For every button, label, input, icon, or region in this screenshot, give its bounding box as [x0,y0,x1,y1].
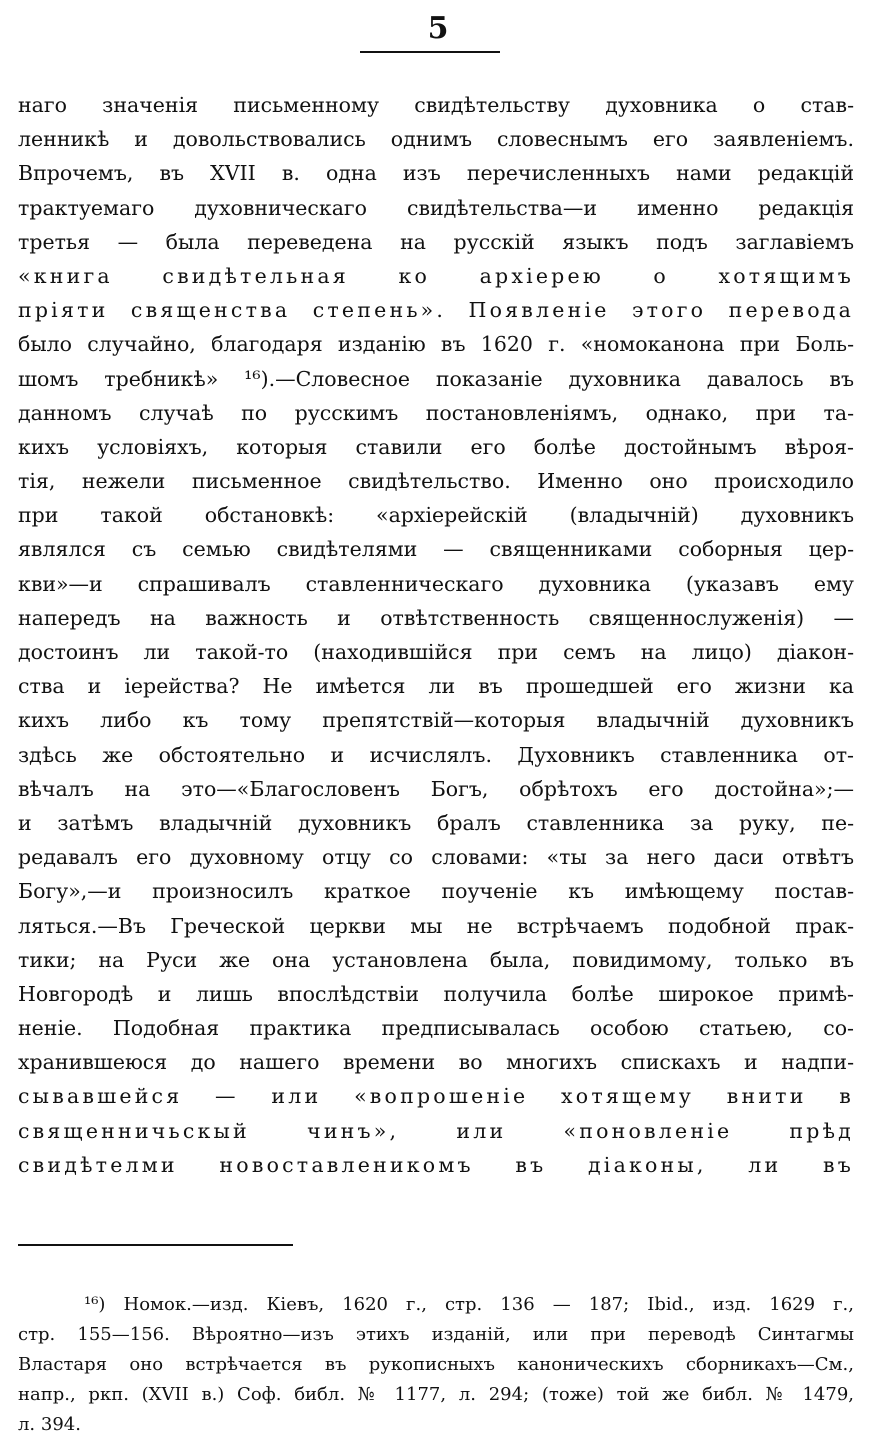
body-line: пріяти священства степень». Появленіе этого перевода [18,298,854,323]
body-line: кихъ условіяхъ, которыя ставили его болѣе достойнымъ вѣроя- [18,434,854,459]
footnote-line: стр. 155—156. Вѣроятно—изъ этихъ изданій, или при переводѣ Синтагмы [18,1324,854,1345]
body-line: свидѣтелми новоставленикомъ въ діаконы, ли въ [18,1152,854,1177]
footnote-line: Властаря оно встрѣчается въ рукописныхъ каноническихъ сборникахъ—См., [18,1354,854,1375]
body-line: ляться.—Въ Греческой церкви мы не встрѣчаемъ подобной прак- [18,913,854,938]
body-text [18,88,854,1182]
footnote-line: напр., ркп. (XVII в.) Соф. библ. № 1177, л. 294; (тоже) той же библ. № 1479, [18,1384,854,1405]
body-line: данномъ случаѣ по русскимъ постановленіямъ, однако, при та- [18,400,854,425]
body-line: достоинъ ли такой-то (находившійся при семъ на лицо) діакон- [18,640,854,664]
body-line: здѣсь же обстоятельно и исчислялъ. Духовникъ ставленника от- [18,742,854,767]
body-line: Богу»,—и произносилъ краткое поученіе къ имѣющему постав- [18,879,854,904]
body-line: кви»—и спрашивалъ ставленническаго духовника (указавъ ему [18,571,854,596]
body-line: являлся съ семью свидѣтелями — священниками соборныя цер- [18,537,854,562]
body-line: наго значенія письменному свидѣтельству духовника о став- [18,93,854,117]
footnote-line: л. 394. [18,1414,81,1435]
footnote-rule [18,1244,293,1246]
body-line: ства и іерейства? Не имѣется ли въ прошедшей его жизни ка [18,674,854,699]
body-line: Впрочемъ, въ XVII в. одна изъ перечисленныхъ нами редакцій [18,161,854,186]
body-line: тики; на Руси же она установлена была, повидимому, только въ [18,947,854,972]
body-line: «книга свидѣтельная ко архіерею о хотящимъ [18,263,854,288]
body-line: при такой обстановкѣ: «архіерейскій (владычній) духовникъ [18,503,854,528]
page-number: 5 [427,11,449,46]
body-line: трактуемаго духовническаго свидѣтельства—и именно редакція [18,195,854,220]
body-line: кихъ либо къ тому препятствій—которыя владычній духовникъ [18,708,854,733]
footnote-line: ¹⁶) Номок.—изд. Кіевъ, 1620 г., стр. 136 — 187; Ibid., изд. 1629 г., [84,1294,854,1315]
body-line: хранившеюся до нашего времени во многихъ спискахъ и надпи- [18,1050,854,1075]
body-line: тія, нежели письменное свидѣтельство. Именно оно происходило [18,469,854,494]
body-line: неніе. Подобная практика предписывалась особою статьею, со- [18,1016,854,1041]
body-line: священничьскый чинъ», или «поновленіе прѣд [18,1118,854,1143]
body-line: третья — была переведена на русскій языкъ подъ заглавіемъ [18,229,854,254]
body-line: шомъ требникѣ» ¹⁶).—Словесное показаніе духовника давалось въ [18,366,854,391]
body-line: редавалъ его духовному отцу со словами: «ты за него даси отвѣтъ [18,845,854,870]
body-line: Новгородѣ и лишь впослѣдствіи получила болѣе широкое примѣ- [18,981,854,1006]
body-line: напередъ на важность и отвѣтственность священнослуженія) — [18,605,854,630]
body-line: вѣчалъ на это—«Благословенъ Богъ, обрѣтохъ его достойна»;— [18,776,854,801]
body-line: сывавшейся — или «вопрошеніе хотящему внити в [18,1084,854,1109]
header-rule [360,51,500,53]
body-line: ленникѣ и довольствовались однимъ словеснымъ его заявленіемъ. [18,127,854,152]
body-line: было случайно, благодаря изданію въ 1620 г. «номоканона при Боль- [18,332,854,357]
body-line: и затѣмъ владычній духовникъ бралъ ставленника за руку, пе- [18,810,854,835]
footnotes [18,1290,854,1440]
